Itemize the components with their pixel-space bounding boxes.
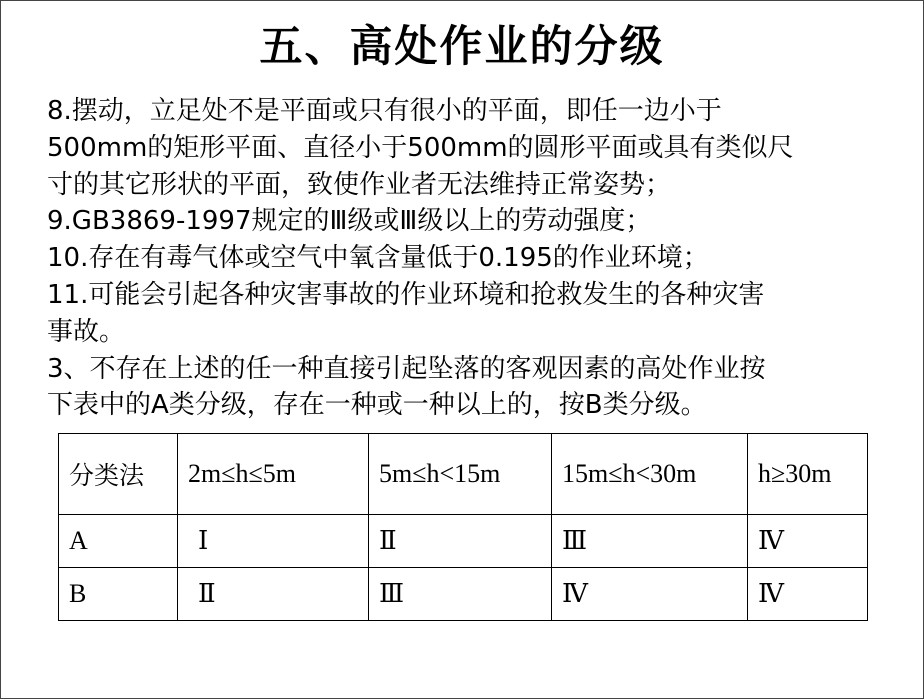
table-header-cell: h≥30m [748, 434, 868, 515]
body-line: 11.可能会引起各种灾害事故的作业环境和抢救发生的各种灾害 [47, 279, 765, 310]
table-cell: Ⅲ [552, 515, 748, 568]
body-line: 下表中的A类分级，存在一种或一种以上的，按B类分级。 [47, 390, 707, 421]
table-cell: Ⅳ [748, 568, 868, 621]
body-text [47, 93, 897, 424]
table-cell: Ⅳ [552, 568, 748, 621]
body-line: 事故。 [47, 316, 126, 347]
slide-title: 五、高处作业的分级 [259, 22, 665, 72]
body-line: 寸的其它形状的平面，致使作业者无法维持正常姿势； [47, 169, 672, 200]
body-line: 9.GB3869-1997规定的Ⅲ级或Ⅲ级以上的劳动强度； [47, 206, 652, 237]
table-cell: Ⅰ [178, 515, 369, 568]
table-header-cell: 分类法 [59, 434, 178, 515]
table-cell: Ⅳ [748, 515, 868, 568]
table-header-cell: 15m≤h<30m [552, 434, 748, 515]
body-line: 500mm的矩形平面、直径小于500mm的圆形平面或具有类似尺 [47, 132, 794, 163]
table-header-cell: 5m≤h<15m [369, 434, 552, 515]
body-line: 8.摆动，立足处不是平面或只有很小的平面，即任一边小于 [47, 96, 722, 126]
table-row [59, 568, 868, 621]
classification-table [58, 433, 868, 621]
table-header-row [59, 434, 868, 515]
table-cell: Ⅱ [369, 515, 552, 568]
body-line: 3、不存在上述的任一种直接引起坠落的客观因素的高处作业按 [47, 353, 766, 384]
table-cell: B [59, 568, 178, 621]
body-line: 10.存在有毒气体或空气中氧含量低于0.195的作业环境； [47, 243, 709, 274]
table-cell: A [59, 515, 178, 568]
table-cell: Ⅱ [178, 568, 369, 621]
table-cell: Ⅲ [369, 568, 552, 621]
table-header-cell: 2m≤h≤5m [178, 434, 369, 515]
table-row [59, 515, 868, 568]
